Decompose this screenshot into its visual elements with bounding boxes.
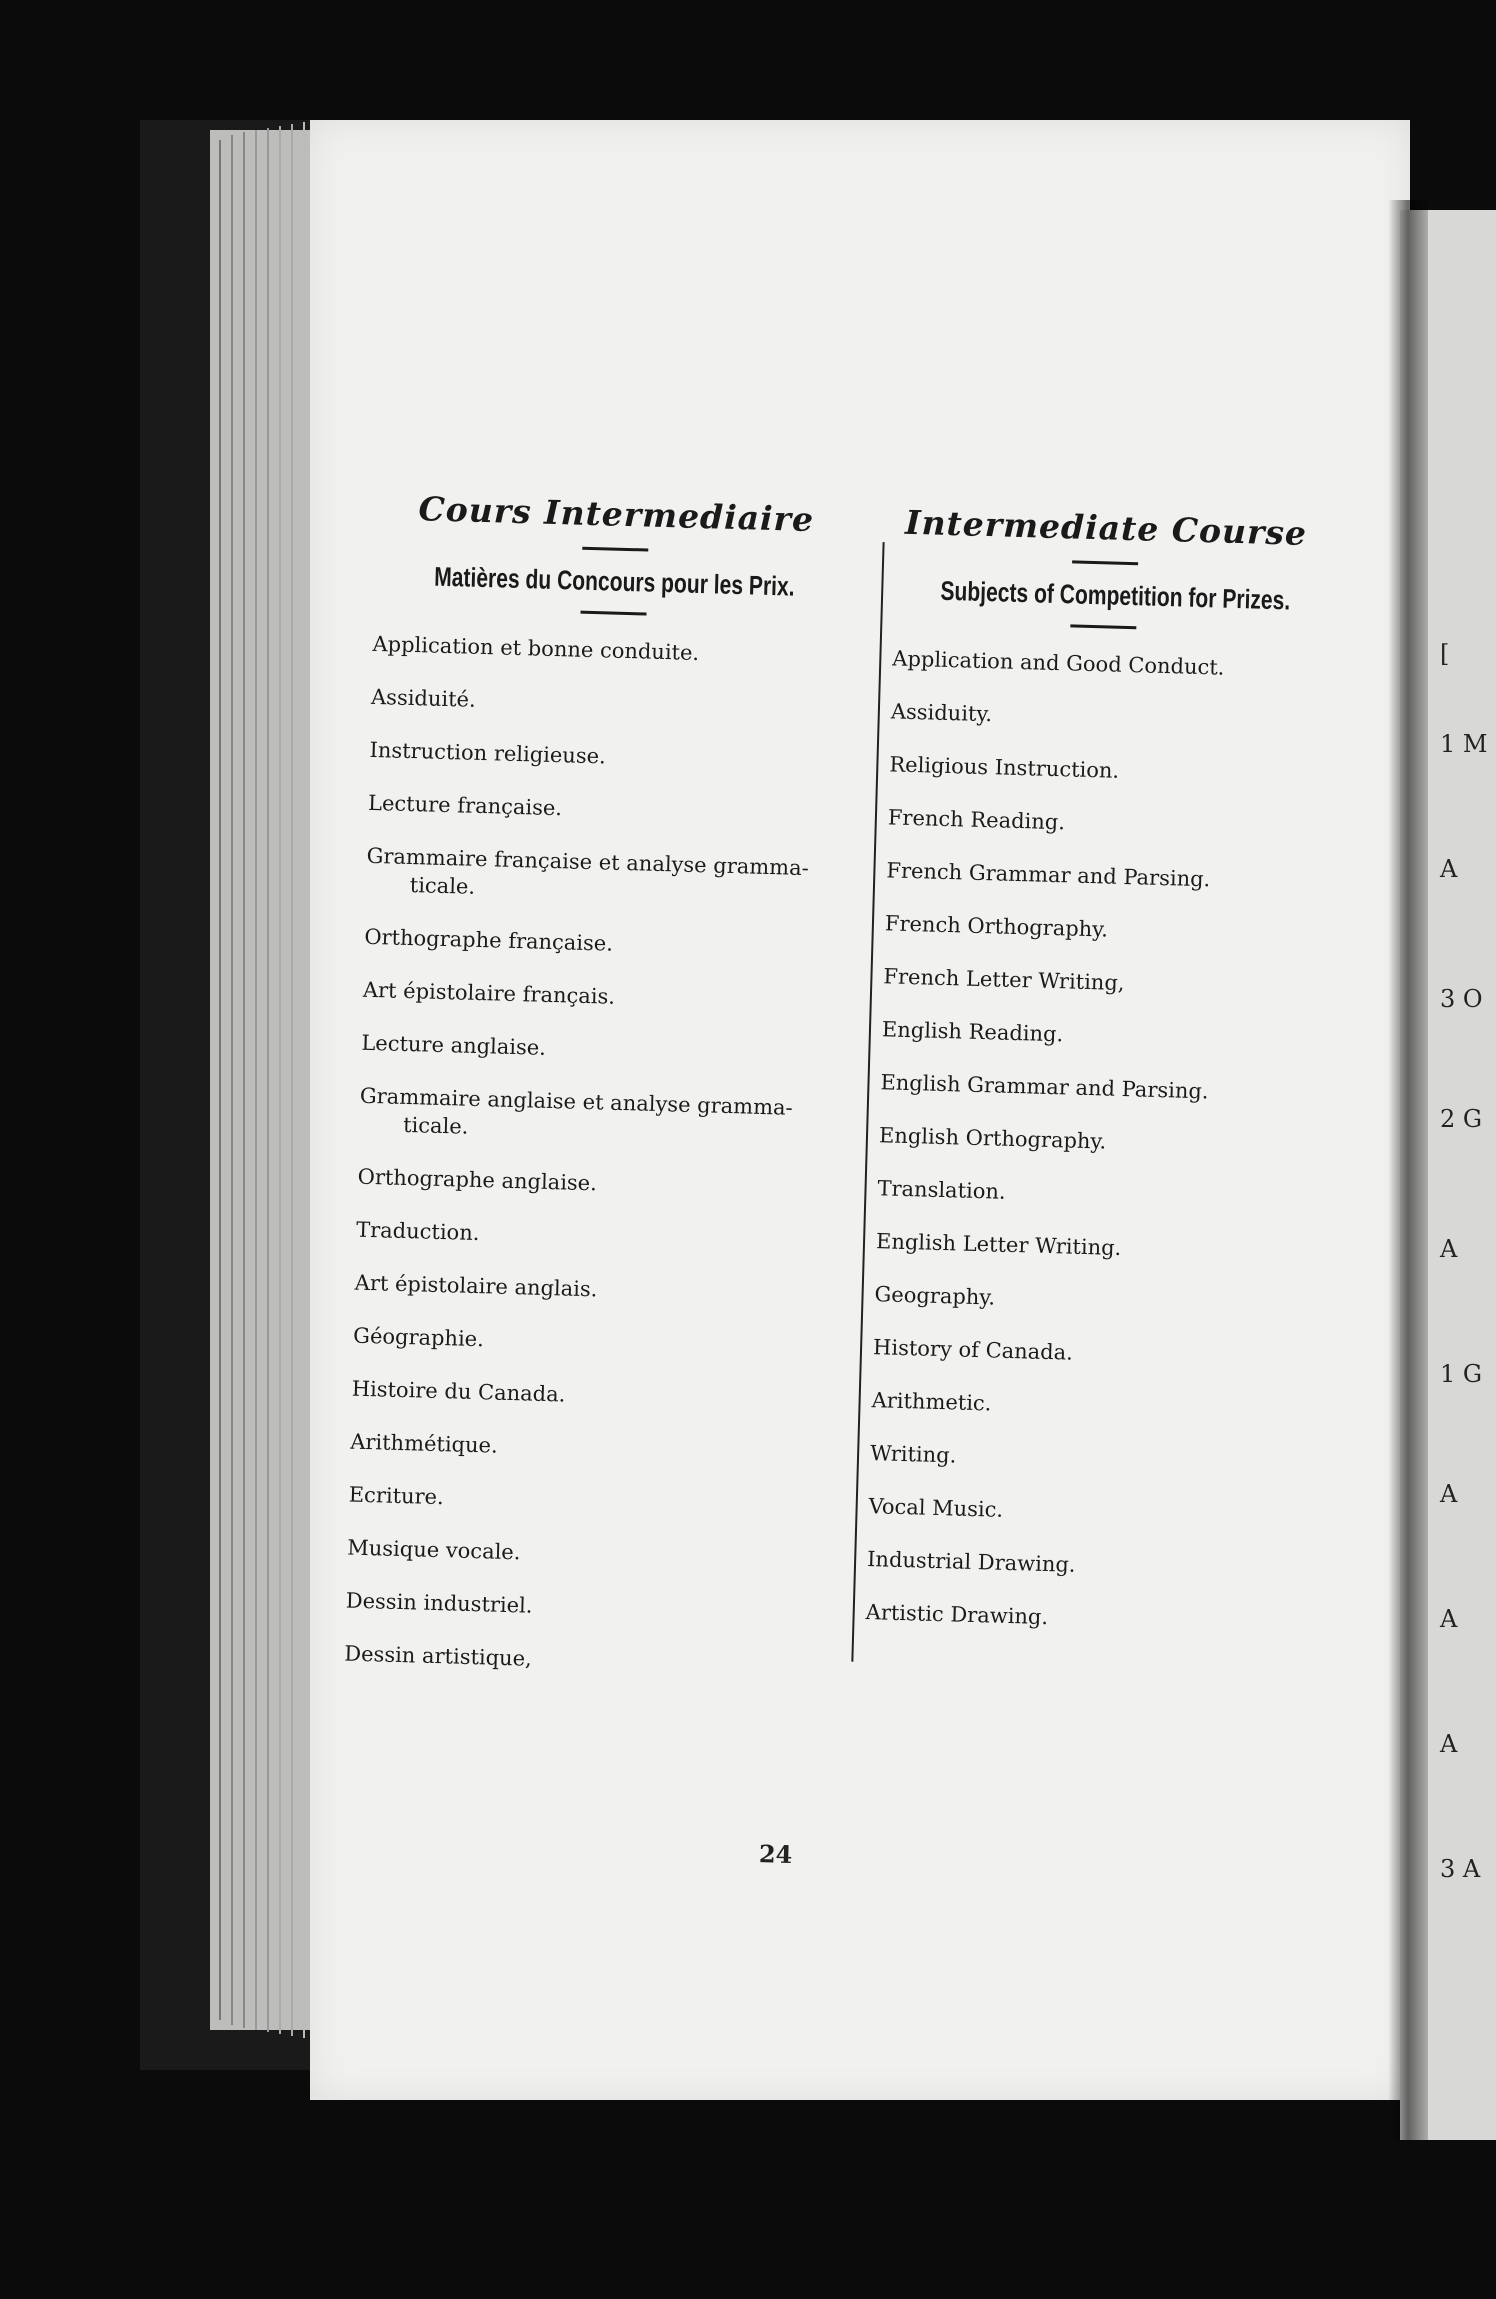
next-page-fragment: 1 G [1440, 1360, 1483, 1388]
list-item: Application and Good Conduct. [892, 646, 1225, 680]
list-item: Artistic Drawing. [865, 1600, 1049, 1630]
english-column [865, 502, 1317, 1662]
list-item: Histoire du Canada. [351, 1376, 566, 1407]
list-item: French Orthography. [884, 911, 1109, 942]
list-item: French Letter Writing, [883, 964, 1125, 996]
list-item: Arithmetic. [871, 1388, 992, 1416]
list-item: Orthographe anglaise. [357, 1164, 598, 1196]
next-page-fragment: 3 O [1440, 985, 1483, 1013]
next-page-fragment: A [1440, 1730, 1458, 1758]
list-item: Lecture française. [367, 790, 563, 821]
next-page-fragment: A [1440, 1480, 1458, 1508]
list-item: Instruction religieuse. [369, 737, 607, 769]
list-item: English Letter Writing. [875, 1229, 1122, 1261]
list-item: Geography. [874, 1282, 996, 1310]
french-column [343, 488, 856, 1706]
list-item: French Reading. [887, 805, 1066, 835]
list-item: Arithmétique. [349, 1429, 499, 1458]
heading-rule [1072, 560, 1138, 565]
next-page-fragment: [ [1440, 640, 1450, 668]
list-item: Translation. [877, 1176, 1006, 1204]
list-item: Assiduity. [890, 699, 993, 727]
subheading-rule [1070, 624, 1136, 629]
list-item: English Reading. [881, 1017, 1064, 1047]
list-item-line: Grammaire anglaise et analyse gramma- [359, 1083, 793, 1120]
list-item: Dessin artistique, [344, 1641, 533, 1671]
list-item: Dessin industriel. [345, 1588, 533, 1618]
page-number: 24 [758, 1839, 793, 1870]
list-item-line: Grammaire française et analyse gramma- [366, 843, 810, 881]
list-item: French Grammar and Parsing. [886, 858, 1211, 892]
next-page-fragment: A [1440, 855, 1458, 883]
list-item: Géographie. [352, 1323, 485, 1352]
list-item: Art épistolaire anglais. [354, 1270, 598, 1302]
column-subheading: Matières du Concours pour les Prix. [433, 561, 795, 602]
next-page-fragment: 2 G [1440, 1105, 1483, 1133]
next-page-fragment: 3 A [1440, 1855, 1481, 1883]
list-item: Art épistolaire français. [362, 977, 616, 1009]
list-item [359, 1082, 840, 1151]
list-item-continuation: ticale. [402, 1112, 469, 1139]
column-heading: Intermediate Course [904, 502, 1308, 553]
subheading-rule [580, 611, 646, 616]
list-item-continuation: ticale. [409, 873, 476, 899]
list-item: Industrial Drawing. [866, 1547, 1076, 1577]
list-item: Orthographe française. [364, 924, 614, 956]
list-item: History of Canada. [872, 1335, 1074, 1365]
list-item: Assiduité. [370, 684, 477, 712]
column-heading: Cours Intermediaire [418, 489, 815, 540]
subject-list [865, 644, 1312, 1637]
next-page-fragment: A [1440, 1235, 1458, 1263]
list-item: Musique vocale. [346, 1535, 521, 1565]
list-item: Application et bonne conduite. [372, 631, 700, 666]
column-subheading: Subjects of Competition for Prizes. [940, 575, 1291, 616]
heading-rule [582, 547, 648, 552]
list-item [365, 842, 846, 911]
list-item: Writing. [869, 1441, 957, 1468]
list-item: Vocal Music. [868, 1494, 1004, 1522]
list-item: Religious Instruction. [889, 752, 1120, 783]
list-item: Traduction. [355, 1217, 480, 1246]
list-item: English Orthography. [878, 1123, 1107, 1154]
subject-list [344, 630, 853, 1681]
list-item: English Grammar and Parsing. [880, 1070, 1209, 1104]
next-page-fragment: A [1440, 1605, 1458, 1633]
list-item: Lecture anglaise. [361, 1030, 547, 1060]
next-page-fragment: 1 M [1440, 730, 1488, 758]
list-item: Ecriture. [348, 1482, 445, 1510]
